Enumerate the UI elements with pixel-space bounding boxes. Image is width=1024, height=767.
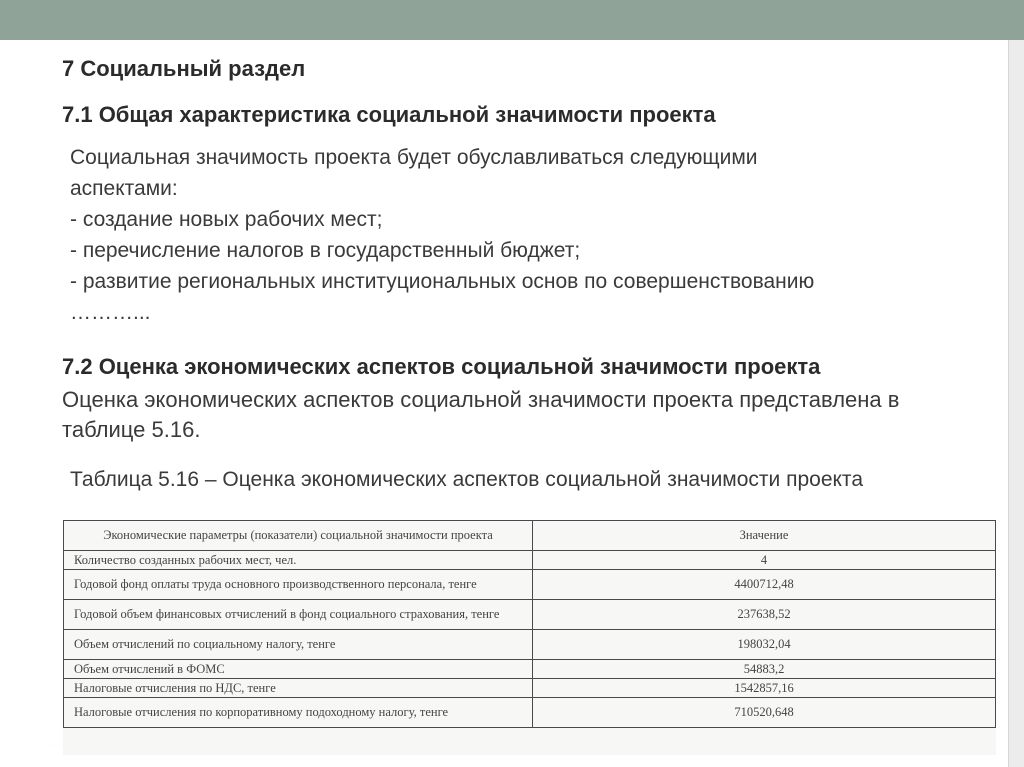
intro-line: Социальная значимость проекта будет обуславливаться следующими bbox=[70, 146, 758, 169]
slide-top-bar bbox=[0, 0, 1024, 40]
table-row bbox=[64, 570, 996, 600]
table-cell-value: 4 bbox=[533, 551, 996, 570]
table-cell-param: Налоговые отчисления по корпоративному подоходному налогу, тенге bbox=[64, 698, 533, 728]
table-cell-param: Объем отчислений в ФОМС bbox=[64, 660, 533, 679]
intro-line: ………... bbox=[70, 301, 151, 324]
table-cell-param: Годовой фонд оплаты труда основного производственного персонала, тенге bbox=[64, 570, 533, 600]
table-cell-value: 54883,2 bbox=[533, 660, 996, 679]
table-row bbox=[64, 551, 996, 570]
intro-line: - создание новых рабочих мест; bbox=[70, 208, 383, 231]
subsection-1-title: 7.1 Общая характеристика социальной значимости проекта bbox=[62, 102, 716, 127]
table-cell-value: 237638,52 bbox=[533, 600, 996, 630]
table-cell-param: Годовой объем финансовых отчислений в фонд социального страхования, тенге bbox=[64, 600, 533, 630]
intro-line: - развитие региональных институциональных основ по совершенствованию bbox=[70, 270, 815, 293]
table-row bbox=[64, 679, 996, 698]
table-row bbox=[64, 630, 996, 660]
table-cell-param: Объем отчислений по социальному налогу, тенге bbox=[64, 630, 533, 660]
table-header-param: Экономические параметры (показатели) социальной значимости проекта bbox=[64, 521, 533, 551]
table-cell-value: 1542857,16 bbox=[533, 679, 996, 698]
table-row bbox=[64, 698, 996, 728]
table-cell-value: 4400712,48 bbox=[533, 570, 996, 600]
table-row bbox=[64, 660, 996, 679]
table-cell-param: Налоговые отчисления по НДС, тенге bbox=[64, 679, 533, 698]
table-cell-value: 198032,04 bbox=[533, 630, 996, 660]
table-grid bbox=[63, 520, 996, 728]
table-caption: Таблица 5.16 – Оценка экономических аспектов социальной значимости проекта bbox=[70, 468, 863, 491]
intro-text bbox=[70, 142, 1005, 328]
intro-line: - перечисление налогов в государственный бюджет; bbox=[70, 239, 581, 262]
section-title: 7 Социальный раздел bbox=[62, 56, 306, 81]
slide-right-edge bbox=[1008, 40, 1024, 767]
table-header-row bbox=[64, 521, 996, 551]
table-cell-value: 710520,648 bbox=[533, 698, 996, 728]
table-cell-param: Количество созданных рабочих мест, чел. bbox=[64, 551, 533, 570]
economic-aspects-table bbox=[63, 520, 996, 755]
table-header-value: Значение bbox=[533, 521, 996, 551]
table-row bbox=[64, 600, 996, 630]
subsection-2-title: 7.2 Оценка экономических аспектов социальной значимости проекта bbox=[62, 354, 821, 379]
intro-line: аспектами: bbox=[70, 177, 178, 200]
subsection-2-text: Оценка экономических аспектов социальной значимости проекта представлена в таблице 5.16. bbox=[62, 387, 900, 442]
